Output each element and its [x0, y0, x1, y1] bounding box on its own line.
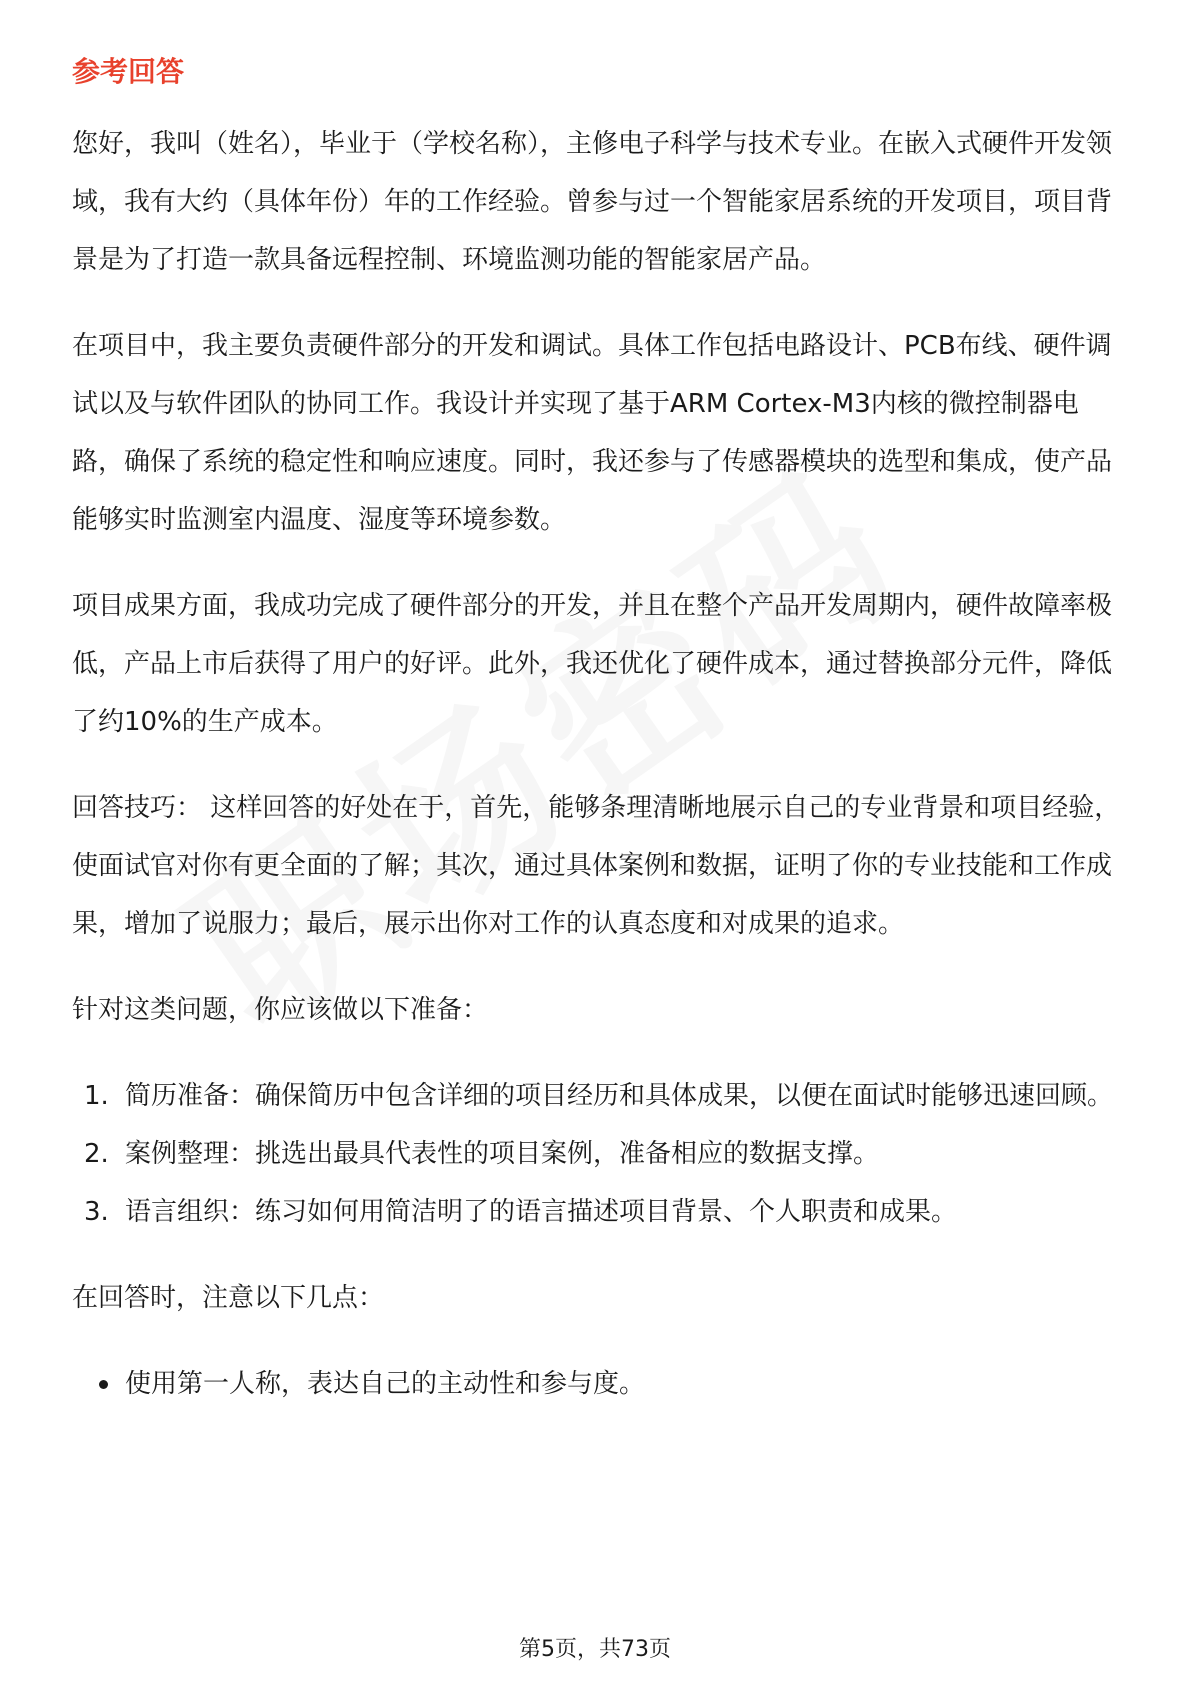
list-item [72, 1125, 1122, 1183]
list-item-text: 语言组织：练习如何用简洁明了的语言描述项目背景、个人职责和成果。 [125, 1197, 958, 1227]
page-footer: 第5页，共73页 [519, 1637, 671, 1662]
list-item-text: 简历准备：确保简历中包含详细的项目经历和具体成果，以便在面试时能够迅速回顾。 [125, 1081, 1114, 1111]
preparation-list [72, 1067, 1122, 1241]
paragraph-intro: 您好，我叫（姓名），毕业于（学校名称），主修电子科学与技术专业。在嵌入式硬件开发领域，我有大约（具体年份）年的工作经验。曾参与过一个智能家居系统的开发项目，项目背景是为了打造一款具备远程控制、环境监测功能的智能家居产品。 [72, 129, 1113, 275]
paragraph-prep-intro: 针对这类问题，你应该做以下准备： [72, 995, 489, 1025]
paragraph-notes-intro: 在回答时，注意以下几点： [72, 1283, 385, 1313]
list-item [72, 1067, 1122, 1125]
paragraph-responsibilities: 在项目中，我主要负责硬件部分的开发和调试。具体工作包括电路设计、PCB布线、硬件调试以及与软件团队的协同工作。我设计并实现了基于ARM Cortex-M3内核的微控制器电路，确保了系统的稳定性和响应速度。同时，我还参与了传感器模块的选型和集成，使产品能够实时监测室内温度、湿度等环境参数。 [72, 331, 1113, 535]
list-item [72, 1183, 1122, 1241]
list-item-text: 使用第一人称，表达自己的主动性和参与度。 [125, 1369, 646, 1399]
paragraph-results: 项目成果方面，我成功完成了硬件部分的开发，并且在整个产品开发周期内，硬件故障率极低，产品上市后获得了用户的好评。此外，我还优化了硬件成本，通过替换部分元件，降低了约10%的生产成本。 [72, 591, 1113, 737]
list-number: 1. [84, 1081, 109, 1111]
list-item [72, 1355, 1122, 1413]
list-number: 3. [84, 1197, 109, 1227]
list-number: 2. [84, 1139, 109, 1169]
paragraph-tips: 回答技巧： 这样回答的好处在于，首先，能够条理清晰地展示自己的专业背景和项目经验，使面试官对你有更全面的了解；其次，通过具体案例和数据，证明了你的专业技能和工作成果，增加了说服力；最后，展示出你对工作的认真态度和对成果的追求。 [72, 793, 1121, 939]
content-body [72, 115, 1122, 1441]
bullet-icon [99, 1380, 108, 1389]
list-item-text: 案例整理：挑选出最具代表性的项目案例，准备相应的数据支撑。 [125, 1139, 880, 1169]
notes-list [72, 1355, 1122, 1413]
section-heading: 参考回答 [72, 55, 185, 88]
